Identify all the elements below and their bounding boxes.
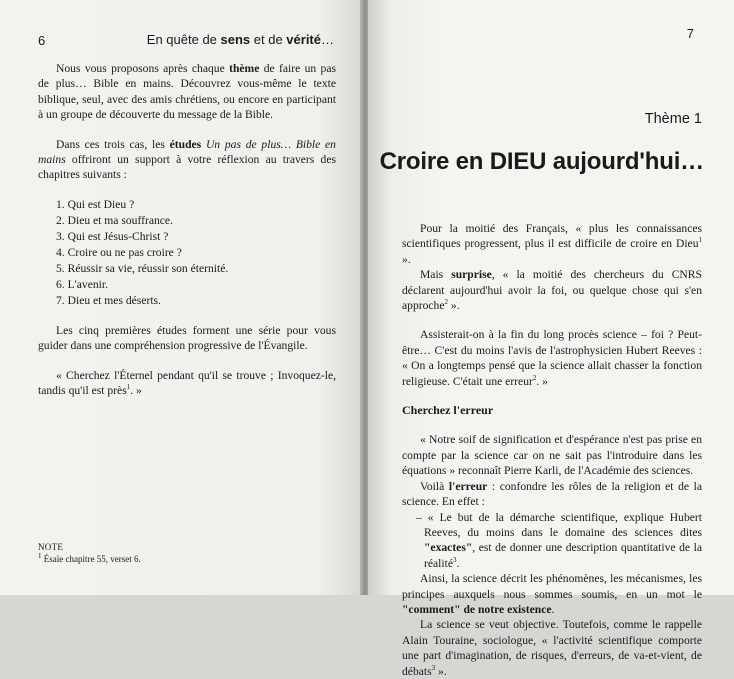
list-item: 5. Réussir sa vie, réussir son éternité. [56,261,229,275]
list-item: 4. Croire ou ne pas croire ? [56,245,182,259]
bold-theme: thème [229,62,260,75]
text-run: offriront un support à votre réflexion au travers des chapitres suivants : [38,153,336,182]
text-run: . » [130,384,142,398]
right-page [368,0,734,678]
footnote-ref: 1 [38,552,42,560]
list-item: 3. Qui est Jésus-Christ ? [56,229,169,243]
text-run: Voilà [420,479,449,493]
studies-paragraph [38,137,336,183]
paragraph-6 [402,510,702,572]
text-run: ». [435,664,447,678]
footnote-ref: 3 [431,663,436,672]
paragraph-4: « Notre soif de signification et d'espérance n'est pas prise en compte par la science car on ne sait pas l'introduire dans les équations » reconnaît Pierre Karli, de l'Académie des sciences. [402,433,702,478]
list-item: 2. Dieu et ma souffrance. [56,213,173,227]
section-subheading: Cherchez l'erreur [402,403,494,418]
text-run: Dans ces trois cas, les [56,137,170,151]
bible-quote [38,368,336,399]
running-head-part: En quête de [146,32,221,47]
footnote-ref: 2 [532,373,537,382]
text-run: . [551,602,555,616]
text-run: ». [402,252,411,266]
text-run: Pour la moitié des Français, « plus les connaissances scientifiques progressent, plus il est difficile de croire en Dieu [402,222,702,251]
running-head-bold-verite: vérité [286,32,321,47]
paragraph-8 [402,617,702,679]
page-number-right: 7 [686,26,694,41]
list-item: 6. L'avenir. [56,277,108,291]
left-body-text [38,61,336,398]
running-head-bold-sens: sens [220,32,251,47]
right-body-text [402,221,702,679]
note-text [38,553,336,565]
text-run: Assisterait-on à la fin du long procès science – foi ? Peut-être… C'est du moins l'avis de l'astrophysicien Hubert Reeves : « On a longtemps pensé que la science allait chasser la fonction religieuse. C'était une erreur [402,328,702,388]
text-run: ». [448,299,460,313]
text-run: , « la moitié des chercheurs du CNRS déclarent aujourd'hui avoir la foi, ou quelque chose qui s'en approche [402,268,702,313]
running-head [147,32,334,47]
bold-comment: "comment" de notre existence [402,602,552,616]
text-run: – « Le but de la démarche scientifique, explique Hubert Reeves, du moins dans le domaine des sciences dites [416,510,702,539]
italic-title: Un pas de plus… Bible en mains [38,137,336,167]
text-run: . [456,556,460,570]
chapter-title: Croire en DIEU aujourd'hui… [379,148,704,175]
theme-label: Thème 1 [644,111,702,127]
left-page [0,0,362,595]
text-run: , est de donner une description quantitative de la réalité [424,541,702,570]
note-title: NOTE [38,542,64,552]
bold-surprise: surprise [451,268,492,282]
footnote-ref: 2 [444,298,448,307]
paragraph-3 [402,327,702,389]
chapter-list [38,197,336,309]
list-item: 7. Dieu et mes déserts. [56,293,161,307]
page-number-left: 6 [38,33,46,48]
text-run: La science se veut objective. Toutefois, comme le rappelle Alain Touraine, sociologue, « l'activité scientifique comporte une part d'imagination, de risques, d'erreurs, de va-et-vient, de débats [402,618,702,678]
text-run: . » [536,374,548,388]
footnote-ref: 1 [698,236,702,245]
paragraph-1 [402,221,702,267]
text-run: Ésaïe chapitre 55, verset 6. [41,554,141,564]
paragraph-5 [402,479,702,510]
text-run: « Cherchez l'Éternel pendant qu'il se trouve ; Invoquez-le, tandis qu'il est près [38,368,336,398]
paragraph-2 [402,267,702,313]
running-head-part: et de [250,32,287,47]
text-run: de faire un pas de plus… Bible en mains. Découvrez vous-même le texte biblique, seul, avec des amis chrétiens, ou encore en participant à un groupe de découverte du message de la Bible. [38,62,336,122]
bold-erreur: l'erreur [448,479,488,493]
paragraph-7 [402,571,702,617]
bold-exactes: "exactes" [424,541,473,555]
text-run: Ainsi, la science décrit les phénomènes, les mécanismes, les principes auxquels nous sommes soumis, en un mot le [402,572,702,601]
footnote-ref: 3 [452,555,457,564]
text-run: : confondre les rôles de la religion et de la science. En effet : [402,479,702,509]
bold-etudes: études [169,137,202,151]
intro-paragraph [38,61,336,123]
footnote-ref: 1 [126,383,131,392]
text-run: Mais [420,268,452,282]
running-head-part: … [321,32,334,47]
series-paragraph: Les cinq premières études forment une série pour vous guider dans une compréhension progressive de l'Évangile. [38,323,336,353]
footnote-block [38,541,336,565]
list-item: 1. Qui est Dieu ? [56,197,135,211]
text-run: Nous vous proposons après chaque [56,62,230,75]
